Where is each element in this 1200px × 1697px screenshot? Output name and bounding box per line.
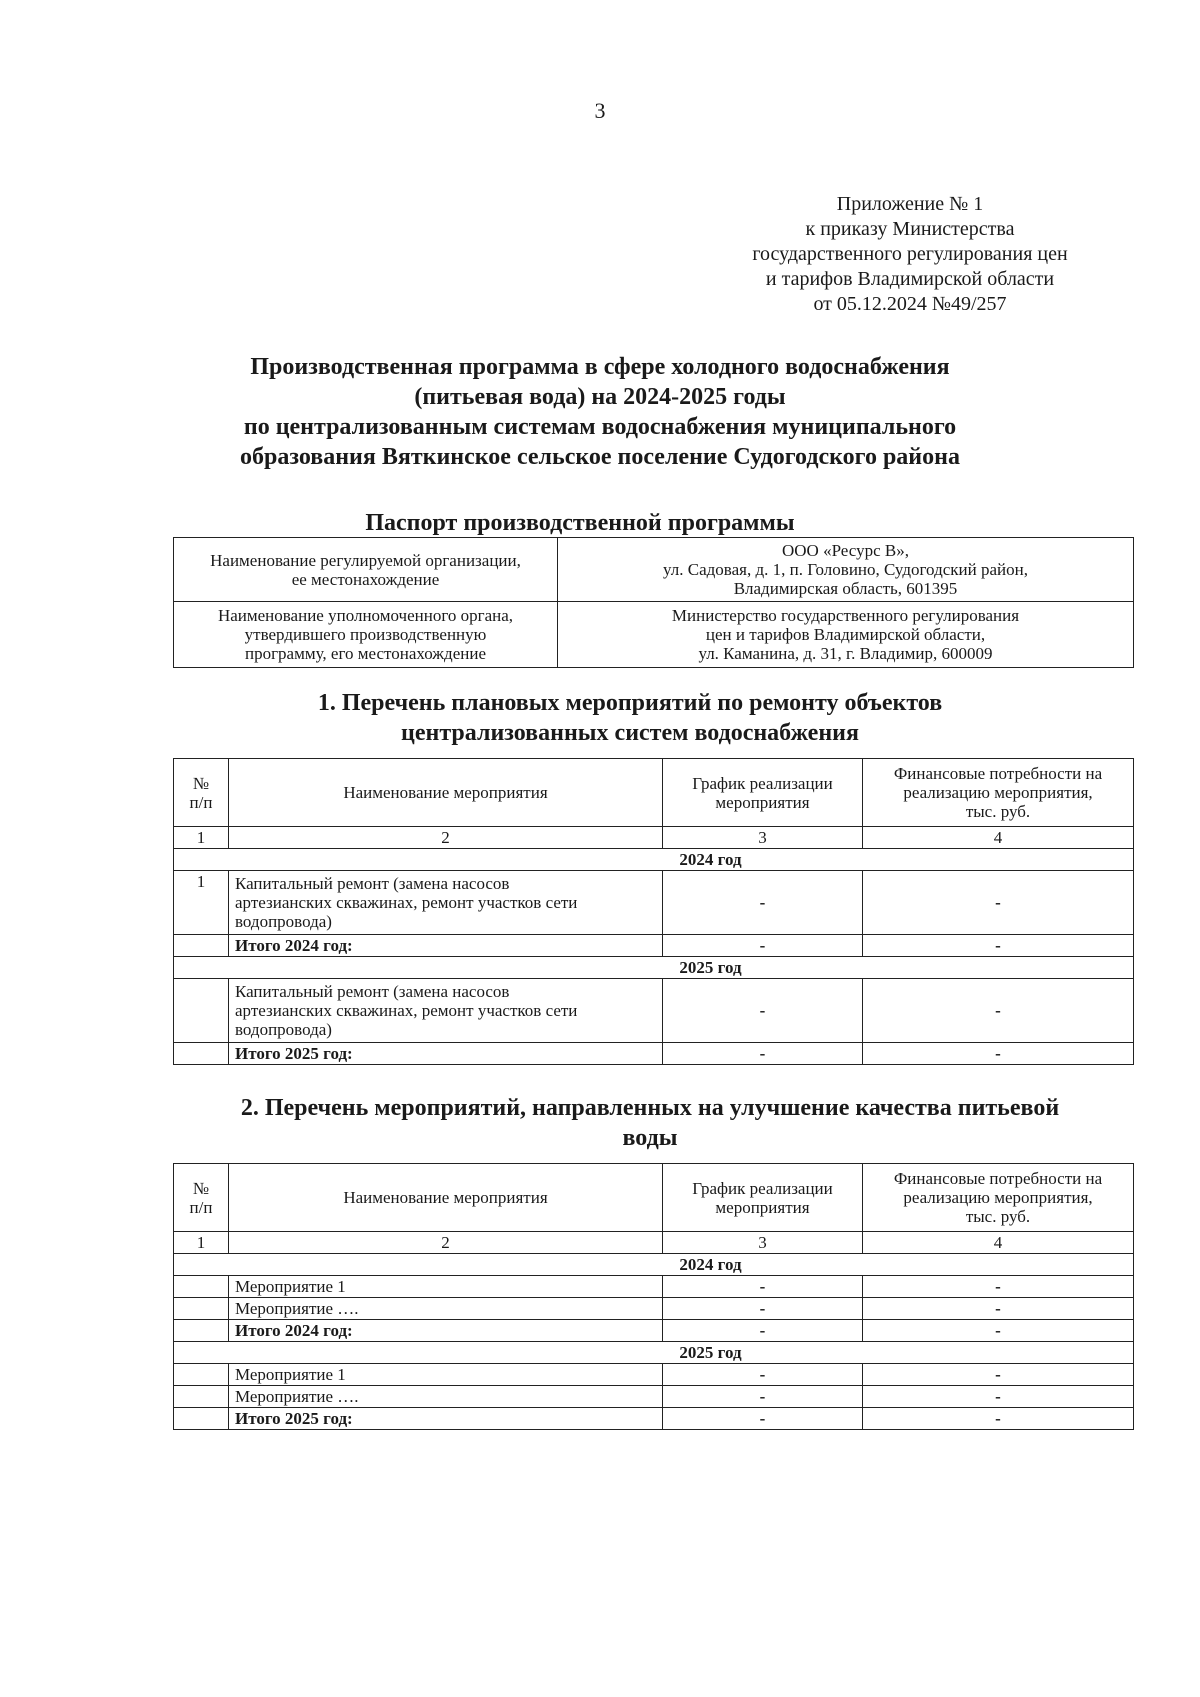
- table-row: [174, 979, 1134, 1043]
- table-row: [174, 1386, 1134, 1408]
- total-label: Итого 2024 год:: [229, 1320, 663, 1342]
- row-name: Мероприятие ….: [229, 1386, 663, 1408]
- row-name: Мероприятие 1: [229, 1364, 663, 1386]
- table-row: [174, 1298, 1134, 1320]
- page-number: 3: [594, 98, 606, 123]
- col-number: 1: [174, 1232, 229, 1254]
- table-row: [174, 871, 1134, 935]
- passport-label-cell: Наименование уполномоченного органа, утвердившего производственную программу, его местонахождение: [174, 602, 558, 668]
- total-row: [174, 935, 1134, 957]
- section2-heading: 2. Перечень мероприятий, направленных на улучшение качества питьевой воды: [240, 1095, 1060, 1151]
- total-schedule: -: [663, 1408, 863, 1430]
- table-header-row: [174, 1164, 1134, 1232]
- table-header-row: [174, 759, 1134, 827]
- col-number: 2: [229, 827, 663, 849]
- row-name: Капитальный ремонт (замена насосов артезианских скважинах, ремонт участков сети водопровода): [229, 871, 663, 935]
- title-line: по централизованным системам водоснабжения муниципального: [243, 414, 957, 440]
- row-finance: -: [863, 1364, 1134, 1386]
- year-row: [174, 1254, 1134, 1276]
- year-label: 2024 год: [174, 849, 1134, 871]
- row-name: Мероприятие ….: [229, 1298, 663, 1320]
- passport-value-cell: Министерство государственного регулирования цен и тарифов Владимирской области, ул. Каманина, д. 31, г. Владимир, 600009: [558, 602, 1134, 668]
- row-num: [174, 1320, 229, 1342]
- total-schedule: -: [663, 1320, 863, 1342]
- row-num: [174, 1408, 229, 1430]
- row-name: Капитальный ремонт (замена насосов артезианских скважинах, ремонт участков сети водопровода): [229, 979, 663, 1043]
- row-schedule: -: [663, 979, 863, 1043]
- year-row: [174, 849, 1134, 871]
- total-finance: -: [863, 1320, 1134, 1342]
- total-label: Итого 2024 год:: [229, 935, 663, 957]
- row-num: [174, 1043, 229, 1065]
- row-finance: -: [863, 1298, 1134, 1320]
- document-title: [160, 352, 1040, 472]
- row-num: [174, 1276, 229, 1298]
- passport-heading: Паспорт производственной программы: [365, 510, 795, 536]
- row-num: 1: [174, 871, 229, 935]
- row-num: [174, 979, 229, 1043]
- section1-heading: 1. Перечень плановых мероприятий по ремонту объектов централизованных систем водоснабжения: [317, 690, 943, 746]
- passport-row: [174, 538, 1134, 602]
- col-number: 1: [174, 827, 229, 849]
- appendix-line: к приказу Министерства: [805, 218, 1015, 240]
- title-line: Производственная программа в сфере холодного водоснабжения: [250, 354, 950, 380]
- total-label: Итого 2025 год:: [229, 1408, 663, 1430]
- row-num: [174, 935, 229, 957]
- header-num: № п/п: [174, 759, 229, 827]
- appendix-line: от 05.12.2024 №49/257: [813, 293, 1007, 315]
- col-number: 3: [663, 827, 863, 849]
- header-num: № п/п: [174, 1164, 229, 1232]
- year-label: 2025 год: [174, 957, 1134, 979]
- row-name: Мероприятие 1: [229, 1276, 663, 1298]
- section1-table: [173, 758, 1134, 1065]
- row-schedule: -: [663, 1386, 863, 1408]
- section2-table: [173, 1163, 1134, 1430]
- row-num: [174, 1298, 229, 1320]
- col-number: 3: [663, 1232, 863, 1254]
- row-num: [174, 1364, 229, 1386]
- column-number-row: [174, 1232, 1134, 1254]
- row-finance: -: [863, 979, 1134, 1043]
- passport-value-cell: ООО «Ресурс В», ул. Садовая, д. 1, п. Головино, Судогодский район, Владимирская область, 601395: [558, 538, 1134, 602]
- total-label: Итого 2025 год:: [229, 1043, 663, 1065]
- year-label: 2024 год: [174, 1254, 1134, 1276]
- col-number: 4: [863, 1232, 1134, 1254]
- passport-table: [173, 537, 1134, 668]
- year-label: 2025 год: [174, 1342, 1134, 1364]
- col-number: 4: [863, 827, 1134, 849]
- total-row: [174, 1408, 1134, 1430]
- total-finance: -: [863, 1408, 1134, 1430]
- total-row: [174, 1043, 1134, 1065]
- passport-row: [174, 602, 1134, 668]
- total-row: [174, 1320, 1134, 1342]
- title-line: образования Вяткинское сельское поселение Судогодского района: [240, 444, 960, 470]
- appendix-block: [700, 192, 1120, 317]
- year-row: [174, 1342, 1134, 1364]
- total-schedule: -: [663, 935, 863, 957]
- row-schedule: -: [663, 871, 863, 935]
- appendix-line: Приложение № 1: [836, 193, 984, 215]
- table-row: [174, 1276, 1134, 1298]
- row-num: [174, 1386, 229, 1408]
- column-number-row: [174, 827, 1134, 849]
- passport-label-cell: Наименование регулируемой организации, ее местонахождение: [174, 538, 558, 602]
- total-schedule: -: [663, 1043, 863, 1065]
- total-finance: -: [863, 1043, 1134, 1065]
- row-finance: -: [863, 1386, 1134, 1408]
- col-number: 2: [229, 1232, 663, 1254]
- year-row: [174, 957, 1134, 979]
- header-finance: Финансовые потребности на реализацию мероприятия, тыс. руб.: [863, 1164, 1134, 1232]
- row-schedule: -: [663, 1276, 863, 1298]
- title-line: (питьевая вода) на 2024-2025 годы: [414, 384, 786, 410]
- table-row: [174, 1364, 1134, 1386]
- header-finance: Финансовые потребности на реализацию мероприятия, тыс. руб.: [863, 759, 1134, 827]
- header-name: Наименование мероприятия: [229, 759, 663, 827]
- header-schedule: График реализации мероприятия: [663, 1164, 863, 1232]
- row-finance: -: [863, 871, 1134, 935]
- row-schedule: -: [663, 1364, 863, 1386]
- appendix-line: государственного регулирования цен: [752, 243, 1068, 265]
- row-schedule: -: [663, 1298, 863, 1320]
- header-name: Наименование мероприятия: [229, 1164, 663, 1232]
- row-finance: -: [863, 1276, 1134, 1298]
- header-schedule: График реализации мероприятия: [663, 759, 863, 827]
- total-finance: -: [863, 935, 1134, 957]
- appendix-line: и тарифов Владимирской области: [765, 268, 1055, 290]
